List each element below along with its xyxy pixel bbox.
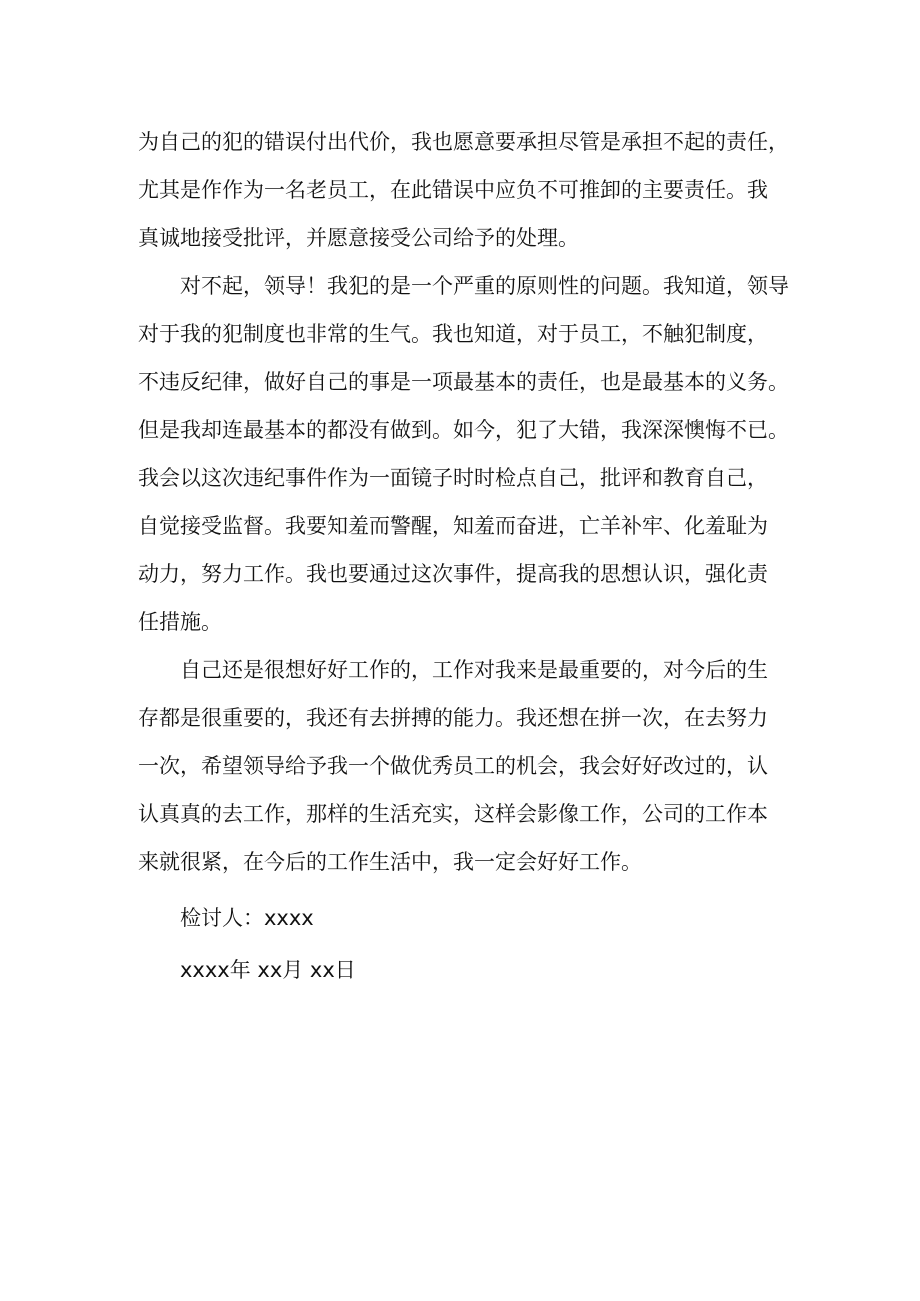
paragraph-2-line-1: 对不起，领导！我犯的是一个严重的原则性的问题。我知道，领导	[180, 274, 789, 298]
paragraph-3-line-4: 认真真的去工作，那样的生活充实，这样会影像工作，公司的工作本	[138, 802, 768, 826]
paragraph-2-line-7: 动力，努力工作。我也要通过这次事件，提高我的思想认识，强化责	[138, 562, 768, 586]
signature-line: 检讨人：xxxx	[180, 906, 314, 930]
paragraph-3-line-5: 来就很紧，在今后的工作生活中，我一定会好好工作。	[138, 850, 642, 874]
paragraph-2-line-2: 对于我的犯制度也非常的生气。我也知道，对于员工，不触犯制度，	[138, 322, 768, 346]
paragraph-1-line-3: 真诚地接受批评，并愿意接受公司给予的处理。	[138, 226, 579, 250]
paragraph-3-line-3: 一次，希望领导给予我一个做优秀员工的机会，我会好好改过的，认	[138, 754, 768, 778]
paragraph-3-line-2: 存都是很重要的，我还有去拼搏的能力。我还想在拼一次，在去努力	[138, 706, 768, 730]
paragraph-1-line-1: 为自己的犯的错误付出代价，我也愿意要承担尽管是承担不起的责任，	[138, 130, 789, 154]
paragraph-2-line-5: 我会以这次违纪事件作为一面镜子时时检点自己，批评和教育自己，	[138, 466, 768, 490]
date-line: xxxx年 xx月 xx日	[180, 958, 356, 982]
paragraph-2-line-6: 自觉接受监督。我要知羞而警醒，知羞而奋进，亡羊补牢、化羞耻为	[138, 514, 768, 538]
paragraph-2-line-3: 不违反纪律，做好自己的事是一项最基本的责任，也是最基本的义务。	[138, 370, 789, 394]
paragraph-2-line-8: 任措施。	[138, 610, 222, 634]
paragraph-2-line-4: 但是我却连最基本的都没有做到。如今，犯了大错，我深深懊悔不已。	[138, 418, 789, 442]
paragraph-3-line-1: 自己还是很想好好工作的，工作对我来是最重要的，对今后的生	[180, 658, 768, 682]
paragraph-1-line-2: 尤其是作作为一名老员工，在此错误中应负不可推卸的主要责任。我	[138, 178, 768, 202]
